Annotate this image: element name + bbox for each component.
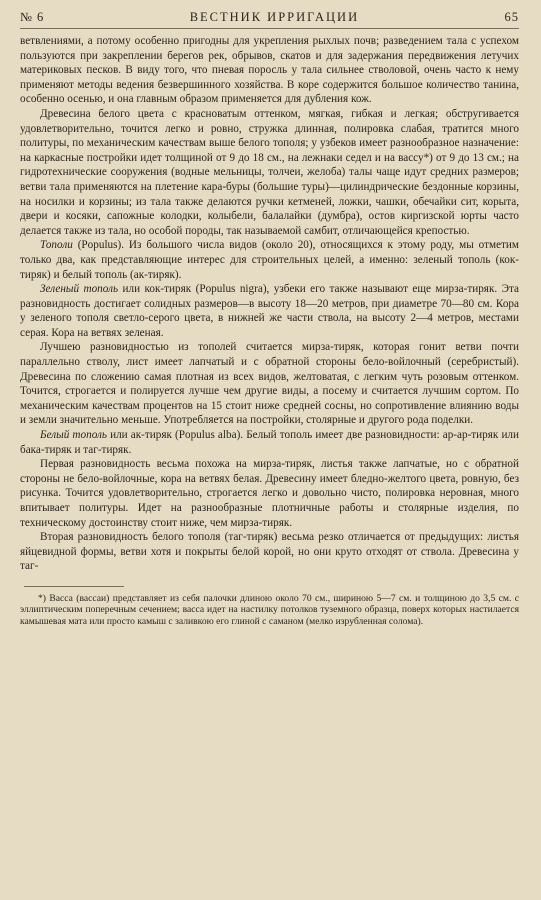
journal-title: ВЕСТНИК ИРРИГАЦИИ xyxy=(189,10,360,24)
paragraph-text: (Populus). Из большого числа видов (около 20), относящихся к этому роду, мы отметим только два, как представляющие интерес для строительных целей, а именно: зеленый тополь (кок-тиряк) и белый тополь (ак-тиряк). xyxy=(20,239,519,281)
italic-term: Тополи xyxy=(40,239,73,252)
paragraph-text: Первая разновидность весьма похожа на мирза-тиряк, листья также лапчатые, но с обратной стороны не бело-войлочные, кора на ветвях белая. Древесину имеет бледно-желтого цвета, ровную, без рисунка. Точится удовлетворительно, строгается легко и довольно чисто, полировка неровная, много впитывает политуры. Идет на разнообразные плотничные работы и столярные изделия, по техническому достоинству стоит ниже, чем мирза-тиряк. xyxy=(20,458,519,529)
paragraph xyxy=(20,107,519,238)
paragraph-text: или ак-тиряк (Populus alba). Белый тополь имеет две разновидности: ар-ар-тиряк или бака-тиряк и таг-тиряк. xyxy=(20,429,520,456)
paragraph xyxy=(20,428,519,457)
footnote-divider xyxy=(24,586,124,587)
issue-number: № 6 xyxy=(20,10,45,24)
paragraph xyxy=(20,457,519,530)
page-header xyxy=(20,10,519,29)
paragraph xyxy=(20,530,519,574)
page-number: 65 xyxy=(504,10,519,24)
footnote-text: *) Васса (вассаи) представляет из себя палочки длиною около 70 см., шириною 5—7 см. и толщиною до 3,5 см. с эллиптическим поперечным сечением; васса идет на настилку потолков туземного образца, поверх которых настилается камышевая мата или просто камыш с заливкою его глиной с саманом (мелко изрубленная солома). xyxy=(20,592,519,627)
paragraph-text: Лучшею разновидностью из тополей считается мирза-тиряк, которая гонит ветви почти параллельно стволу, лист имеет лапчатый и с обратной стороны бело-войлочный (серебристый). Древесина по сложению самая плотная из всех видов, желтоватая, с легким чуть розовым оттенком. Точится, строгается и полируется лучше чем другие виды, а посему и считается лучшим сортом. По механическим качествам процентов на 15 стоит ниже средней сосны, но сопротивление влиянию воды и земли значительно меньше. Употребляется на постройки, столярные и другого рода поделки. xyxy=(20,341,519,427)
article-body xyxy=(20,34,519,574)
italic-term: Белый тополь xyxy=(40,429,107,442)
paragraph xyxy=(20,282,519,340)
paragraph xyxy=(20,34,519,107)
paragraph-text: или кок-тиряк (Populus nigra), узбеки его также называют еще мирза-тиряк. Эта разновидность достигает солидных размеров—в высоту 18—20 метров, при диаметре 70—80 см. Кора у зеленого тополя светло-серого цвета, в нижней же части ствола, на высоту 2—4 метров, местами серая. Кора на ветвях зеленая. xyxy=(20,283,519,339)
paragraph-text: ветвлениями, а потому особенно пригодны для укрепления рыхлых почв; разведением тала с успехом пользуются при закреплении берегов рек, обрывов, скатов и для задержания передвижения летучих материковых песков. В виду того, что пневая поросль у тала сильнее стволовой, очень часто к нему применяют методы ведения безвершинного хозяйства. В коре содержится большое количество танина, особенно осенью, и она главным образом применяется для дубления кож. xyxy=(20,35,519,106)
footnote xyxy=(20,593,519,627)
paragraph xyxy=(20,340,519,428)
paragraph xyxy=(20,238,519,282)
paragraph-text: Вторая разновидность белого тополя (таг-тиряк) весьма резко отличается от предыдущих: листья яйцевидной формы, ветви хотя и покрыты белой корой, но они круто отходят от ствола. Древесина у таг- xyxy=(20,531,519,573)
italic-term: Зеленый тополь xyxy=(40,283,119,296)
paragraph-text: Древесина белого цвета с красноватым оттенком, мягкая, гибкая и легкая; обстругивается удовлетворительно, точится легко и ровно, стружка длинная, полировка слабая, тратится много политуры, по механическим качествам выше белого тополя; у узбеков имеет разнообразное назначение: на каркасные постройки идет толщиной от 9 до 18 см., на лежнаки седел и на вассу*) от 9 до 13 см.; на гидротехнические сооружения (водные мельницы, толчеи, желоба) талы чаще идут средних размеров; ветви тала применяются на плетение кара-буры (большие туры)—цилиндрические бездонные корзины, на носилки и корзины; из тала также делаются ручки кетменей, ложки, чашки, обечайки сит, корыта, двери и косяки, сапожные колодки, колыбели, балалайки (думбра), остов киргизской юрты часто делается также из тала, но особой породы, так называемой самбит, отличающейся крепостью. xyxy=(20,107,519,237)
